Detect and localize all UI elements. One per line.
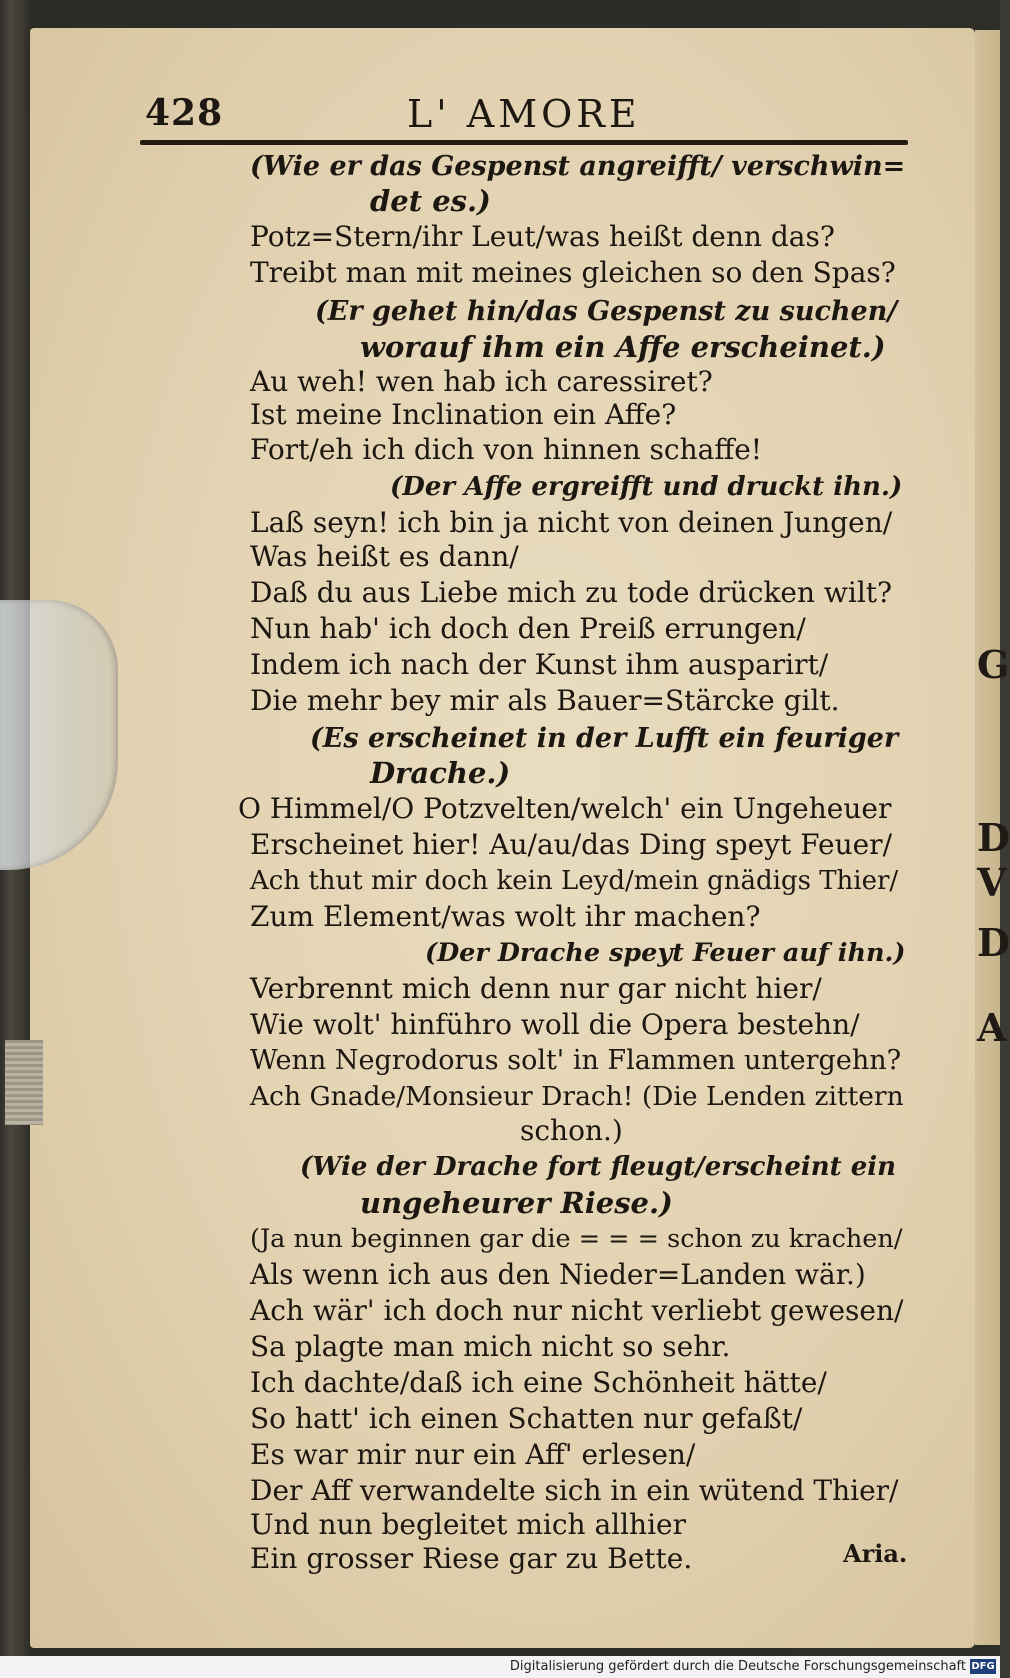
verse-line: Ist meine Inclination ein Affe?: [250, 398, 677, 431]
running-title: L' AMORE: [407, 92, 641, 136]
stage-direction-line: (Es erscheinet in der Lufft ein feuriger: [310, 723, 899, 754]
verse-line: schon.): [520, 1114, 623, 1147]
verse-line: Und nun begleitet mich allhier: [250, 1508, 686, 1541]
footer-bar: [0, 1656, 1000, 1678]
verse-line: Was heißt es dann/: [250, 540, 519, 573]
stage-direction-line: (Wie er das Gespenst angreifft/ verschwin=: [250, 151, 906, 182]
verse-line: Wie wolt' hinführo woll die Opera bestehn/: [250, 1008, 860, 1041]
verse-line: Als wenn ich aus den Nieder=Landen wär.): [250, 1258, 866, 1291]
verse-line: Sa plagte man mich nicht so sehr.: [250, 1330, 731, 1363]
verse-line: Ach wär' ich doch nur nicht verliebt gewesen/: [250, 1294, 904, 1327]
verse-line: Au weh! wen hab ich caressiret?: [250, 365, 713, 398]
verse-line: Ach Gnade/Monsieur Drach! (Die Lenden zittern: [250, 1081, 904, 1112]
catchword: Aria.: [843, 1539, 908, 1568]
verse-line: Ich dachte/daß ich eine Schönheit hätte/: [250, 1366, 827, 1399]
verse-line: Laß seyn! ich bin ja nicht von deinen Jungen/: [250, 506, 893, 539]
stage-direction-line: Drache.): [370, 756, 511, 790]
stage-direction-line: (Der Drache speyt Feuer auf ihn.): [425, 938, 906, 968]
verse-line: Ein grosser Riese gar zu Bette.: [250, 1542, 693, 1575]
verse-line: Verbrennt mich denn nur gar nicht hier/: [250, 972, 822, 1005]
stage-direction-line: (Der Affe ergreifft und druckt ihn.): [390, 472, 903, 502]
verse-line: Es war mir nur ein Aff' erlesen/: [250, 1438, 696, 1471]
funding-note: Digitalisierung gefördert durch die Deutsche Forschungsgemeinschaft: [509, 1659, 966, 1674]
stage-direction-line: ungeheurer Riese.): [360, 1186, 673, 1220]
verse-line: Indem ich nach der Kunst ihm ausparirt/: [250, 648, 829, 681]
verse-line: Wenn Negrodorus solt' in Flammen untergehn?: [250, 1045, 902, 1076]
verse-line: Die mehr bey mir als Bauer=Stärcke gilt.: [250, 684, 840, 717]
verse-line: O Himmel/O Potzvelten/welch' ein Ungeheuer: [238, 792, 892, 825]
verse-line: Der Aff verwandelte sich in ein wütend Thier/: [250, 1474, 899, 1507]
verse-line: Fort/eh ich dich von hinnen schaffe!: [250, 433, 763, 466]
verse-line: Potz=Stern/ihr Leut/was heißt denn das?: [250, 220, 835, 253]
verse-line: Ach thut mir doch kein Leyd/mein gnädigs Thier/: [250, 866, 899, 896]
verse-line: So hatt' ich einen Schatten nur gefaßt/: [250, 1402, 803, 1435]
header-rule: [140, 140, 908, 145]
verse-line: (Ja nun beginnen gar die = = = schon zu krachen/: [250, 1224, 903, 1254]
verse-line: Daß du aus Liebe mich zu tode drücken wilt?: [250, 576, 893, 609]
verse-line: Zum Element/was wolt ihr machen?: [250, 900, 761, 933]
spine-binding: [5, 1040, 43, 1125]
verse-line: Nun hab' ich doch den Preiß errungen/: [250, 612, 806, 645]
verse-line: Treibt man mit meines gleichen so den Spas?: [250, 256, 896, 289]
facing-page-edge: G D V D A: [975, 30, 1000, 1645]
page-number: 428: [145, 92, 224, 134]
stage-direction-line: worauf ihm ein Affe erscheinet.): [360, 330, 886, 364]
stage-direction-line: (Wie der Drache fort fleugt/erscheint ein: [300, 1152, 897, 1182]
stage-direction-line: det es.): [370, 184, 491, 218]
verse-line: Erscheinet hier! Au/au/das Ding speyt Feuer/: [250, 828, 893, 861]
stage-direction-line: (Er gehet hin/das Gespenst zu suchen/: [315, 296, 898, 327]
dfg-logo: DFG: [971, 1661, 995, 1672]
page-header: [145, 92, 905, 142]
